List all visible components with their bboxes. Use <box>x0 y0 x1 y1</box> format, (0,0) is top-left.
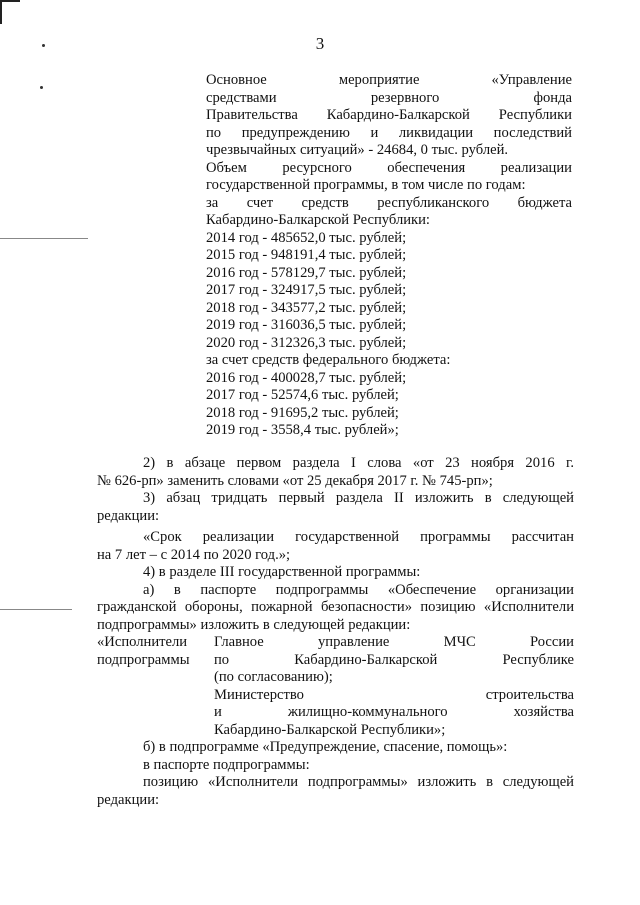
funding-line: 2016 год - 578129,7 тыс. рублей; <box>206 264 407 281</box>
funding-line: 2014 год - 485652,0 тыс. рублей; <box>206 229 407 246</box>
funding-line: 2018 год - 343577,2 тыс. рублей; <box>206 299 407 316</box>
funding-line: за счет средств федерального бюджета: <box>206 352 451 368</box>
funding-line: 2020 год - 312326,3 тыс. рублей; <box>206 334 407 351</box>
funding-line: 2019 год - 3558,4 тыс. рублей»; <box>206 422 399 438</box>
funding-line: 2019 год - 316036,5 тыс. рублей; <box>206 317 407 333</box>
paragraph-4a-line-1: а) в паспорте подпрограммы «Обеспечение организации <box>143 581 574 598</box>
executor-line-4: Министерство строительства <box>214 686 574 703</box>
funding-line: Объем ресурсного обеспечения реализации <box>206 159 572 176</box>
funding-line: Кабардино-Балкарской Республики: <box>206 212 430 228</box>
paragraph-b-sub: в паспорте подпрограммы: <box>143 756 310 773</box>
funding-line: по предупреждению и ликвидации последствий <box>206 124 572 141</box>
paragraph-2-line-2: № 626-рп» заменить словами «от 25 декабря 2017 г. № 745-рп»; <box>97 472 493 489</box>
paragraph-2-line-1: 2) в абзаце первом раздела I слова «от 23 ноября 2016 г. <box>143 455 574 471</box>
executor-line-3: (по согласованию); <box>214 669 333 685</box>
funding-line: Правительства Кабардино-Балкарской Республики <box>206 107 572 123</box>
amendments-body <box>97 455 574 809</box>
paragraph-3-line-2: редакции: <box>97 507 160 524</box>
executor-line-5: и жилищно-коммунального хозяйства <box>214 704 574 720</box>
funding-line: 2018 год - 91695,2 тыс. рублей; <box>206 404 399 421</box>
paragraph-b: б) в подпрограмме «Предупреждение, спасение, помощь»: <box>143 739 508 755</box>
quote-line-2: на 7 лет – с 2014 по 2020 год.»; <box>97 546 291 563</box>
executor-line-1: Главное управление МЧС России <box>214 634 574 650</box>
funding-line: средствами резервного фонда <box>206 89 572 106</box>
page-number: 3 <box>315 34 325 53</box>
scan-artifact-line <box>0 609 72 610</box>
executor-line-6: Кабардино-Балкарской Республики»; <box>214 721 446 738</box>
executors-table <box>97 634 574 739</box>
funding-line: государственной программы, в том числе по годам: <box>206 177 526 193</box>
paragraph-4a-line-3: подпрограммы» изложить в следующей редакции: <box>97 616 411 633</box>
executors-label-line-2: подпрограммы <box>97 651 190 668</box>
funding-line: за счет средств республиканского бюджета <box>206 194 572 211</box>
scan-corner-mark <box>0 0 20 24</box>
paragraph-3-line-1: 3) абзац тридцать первый раздела II изложить в следующей <box>143 490 574 506</box>
executors-label-column <box>97 634 214 739</box>
funding-line: чрезвычайных ситуаций» - 24684, 0 тыс. рублей. <box>206 142 509 158</box>
funding-line: 2017 год - 324917,5 тыс. рублей; <box>206 282 407 298</box>
scan-speck <box>40 86 43 89</box>
scan-artifact-line <box>0 238 88 239</box>
quote-line-1: «Срок реализации государственной программы рассчитан <box>143 529 574 545</box>
funding-line: Основное мероприятие «Управление <box>206 72 572 88</box>
program-funding-block <box>206 72 572 440</box>
paragraph-4a-line-2: гражданской обороны, пожарной безопасности» позицию «Исполнители <box>97 599 574 615</box>
funding-line: 2016 год - 400028,7 тыс. рублей; <box>206 369 407 386</box>
funding-line: 2017 год - 52574,6 тыс. рублей; <box>206 387 399 403</box>
executors-value-column <box>214 634 574 739</box>
position-line-2: редакции: <box>97 791 160 808</box>
executor-line-2: по Кабардино-Балкарской Республике <box>214 651 574 668</box>
executors-label-line-1: «Исполнители <box>97 634 188 650</box>
position-line-1: позицию «Исполнители подпрограммы» изложить в следующей <box>143 774 574 790</box>
funding-line: 2015 год - 948191,4 тыс. рублей; <box>206 247 407 263</box>
paragraph-4: 4) в разделе III государственной программы: <box>143 564 421 580</box>
